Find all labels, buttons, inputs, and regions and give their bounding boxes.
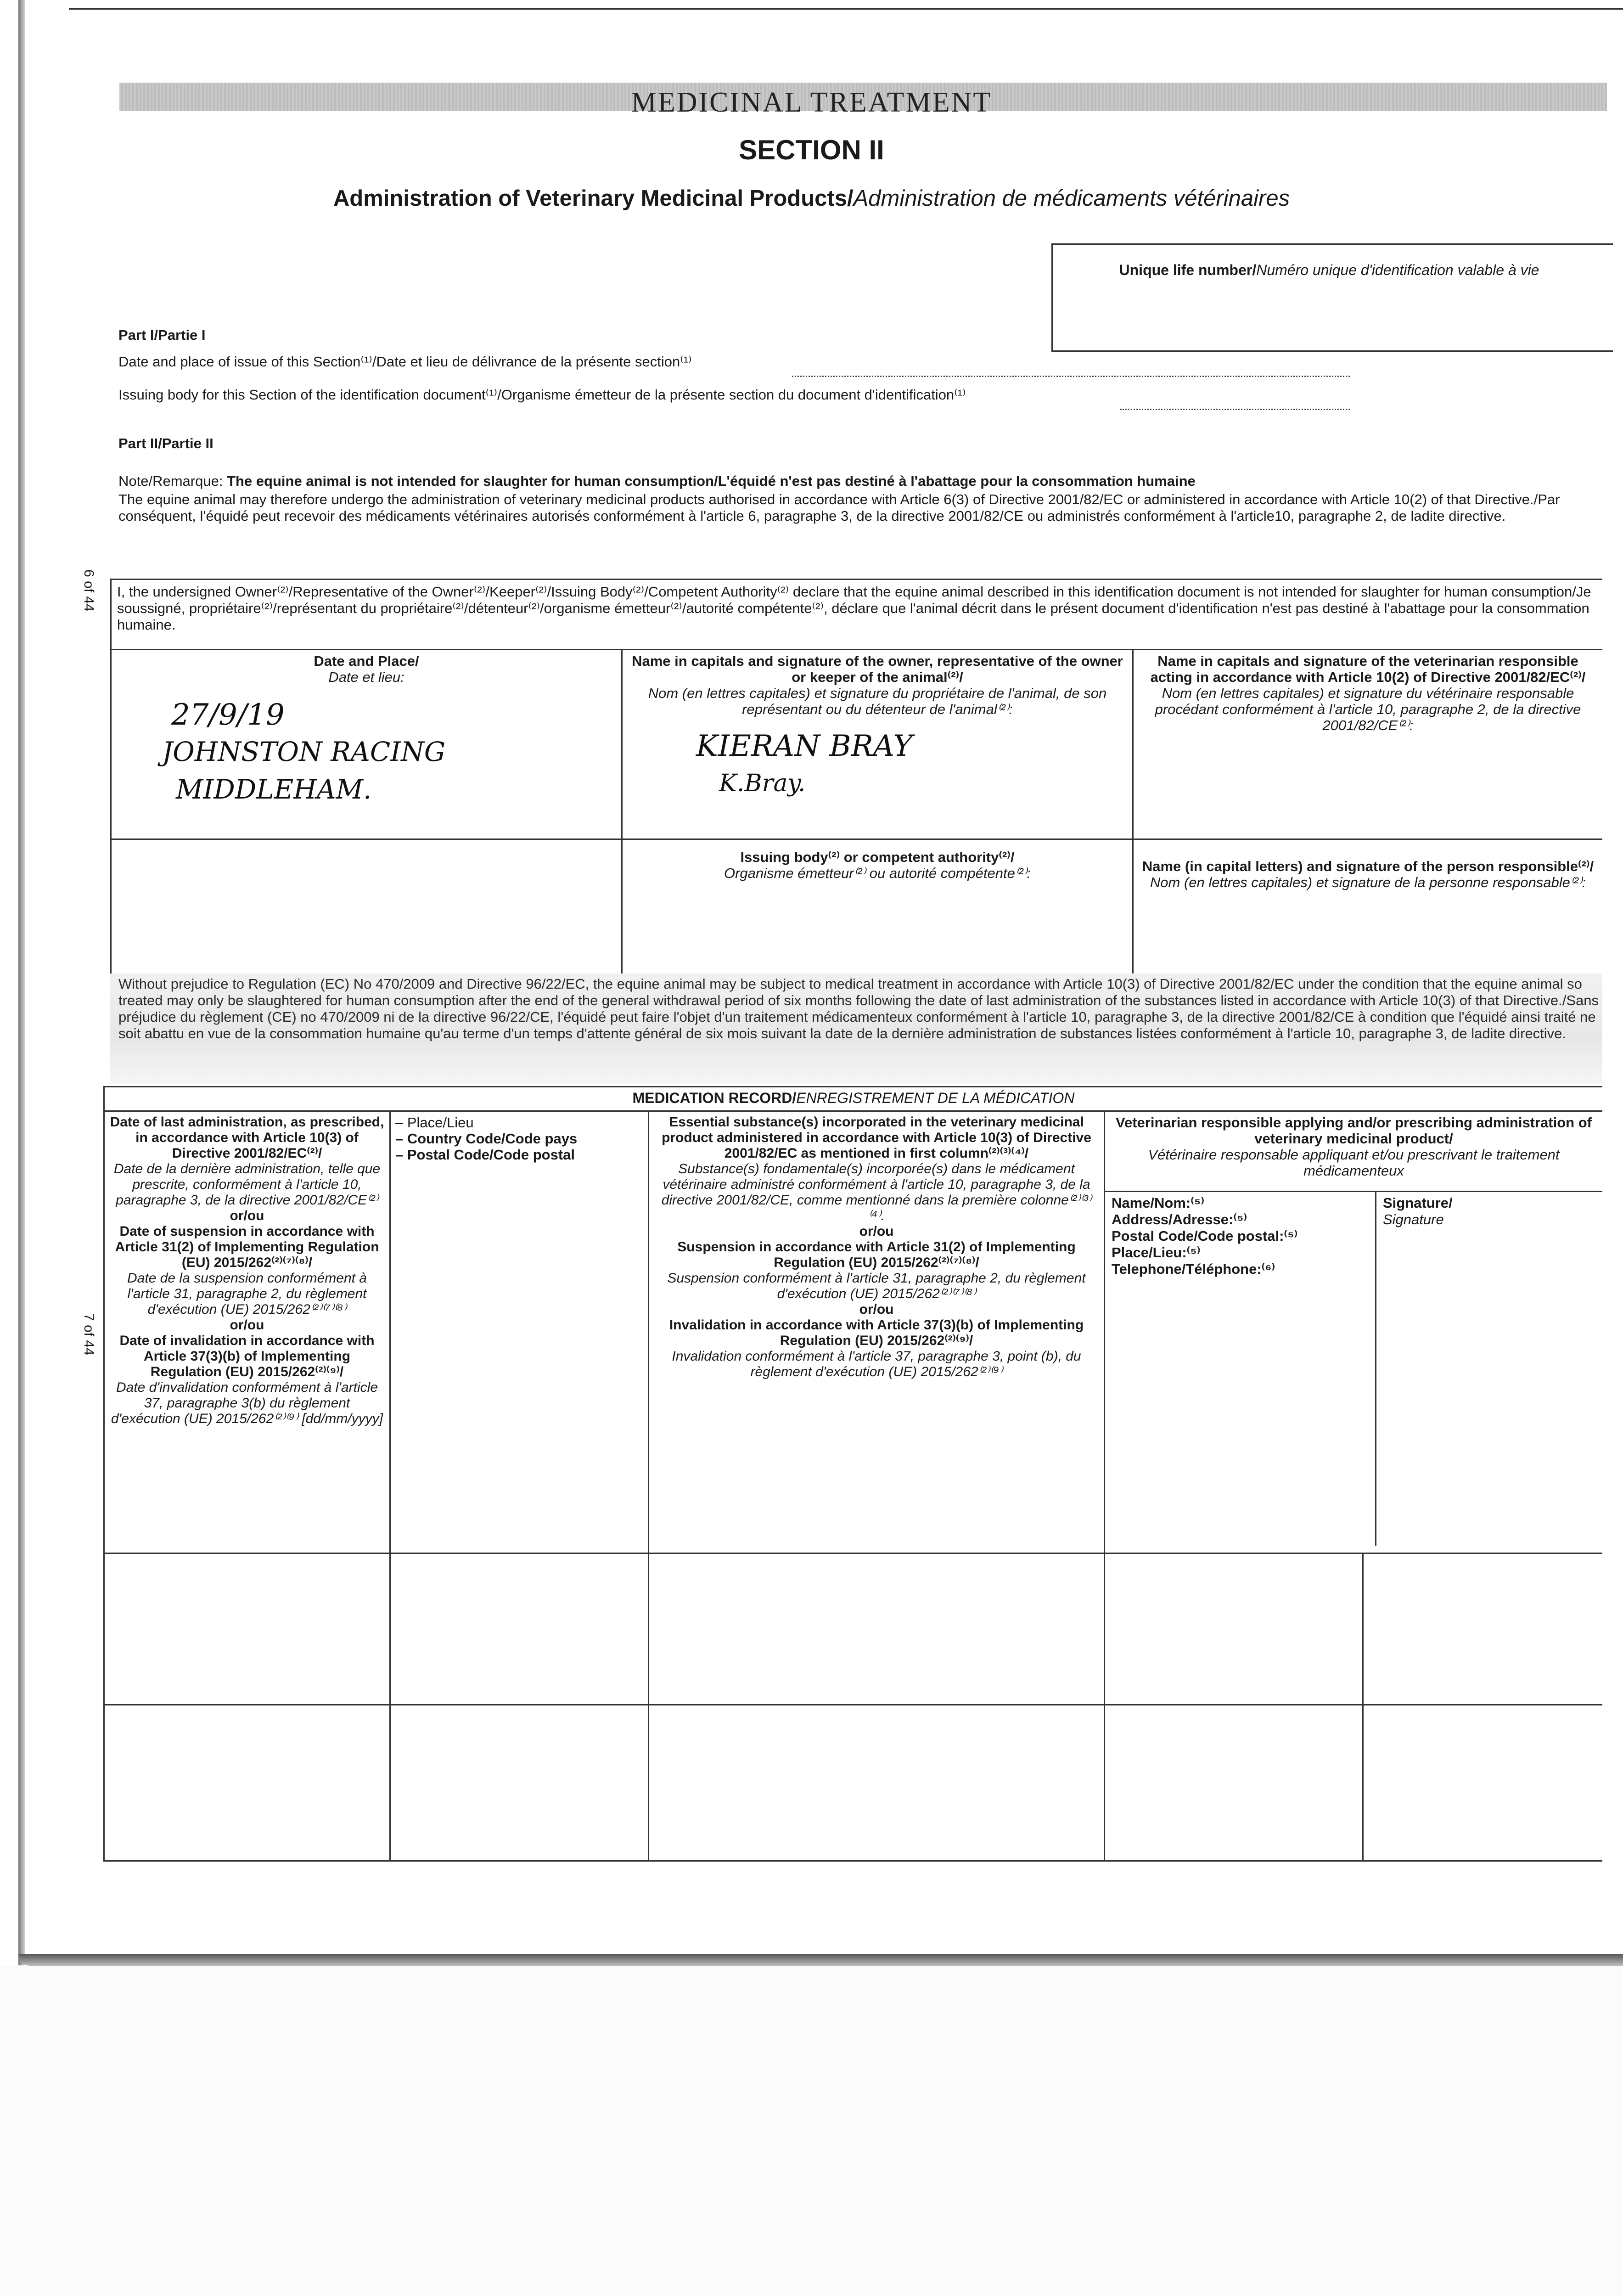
vet-name-head: Name in capitals and signature of the veterinarian responsible acting in accordance with Article 10(2) of Directive 2001/82/EC⁽²⁾/ <box>1150 653 1586 685</box>
med-col-date-text: Date of last administration, as prescribed, in accordance with Article 10(3) of Directive 2001/82/EC⁽²⁾/ <box>110 1114 384 1161</box>
med-col-date-text: Date de la suspension conformément à l'article 31, paragraphe 2, du règlement d'exécution (UE) 2015/262⁽²⁾⁽⁷⁾⁽⁸⁾ <box>127 1271 367 1317</box>
empty-cell[interactable] <box>111 839 622 979</box>
page-number-7: 7 of 44 <box>81 1313 96 1356</box>
part2-note: Note/Remarque: The equine animal is not intended for slaughter for human consumption/L'équidé n'est pas destiné à l'abattage pour la consommation humaine <box>118 473 1196 489</box>
unique-life-number-label: Unique life number/Numéro unique d'identification valable à vie <box>1119 262 1539 278</box>
band-title: MEDICINAL TREATMENT <box>631 87 992 118</box>
declaration-text-cell <box>111 580 1603 650</box>
vet-field-address: Address/Adresse:⁽⁵⁾ <box>1112 1211 1247 1227</box>
med-col-substance <box>649 1111 1105 1553</box>
scan-edge <box>69 8 1623 10</box>
med-col-substance-text: Substance(s) fondamentale(s) incorporée(s) dans le médicament vétérinaire administré conformément à l'article 10, paragraphe 3, de la directive 2001/82/CE, comme mentionné dans la première colonne⁽²⁾⁽³⁾⁽⁴⁾. <box>661 1161 1092 1223</box>
part2-paragraph: The equine animal may therefore undergo the administration of veterinary medicinal products authorised in accordance with Article 6(3) of Directive 2001/82/EC or administered in accordance with Article 10(2) of that Directive./Par conséquent, l'équidé peut recevoir des médicaments vétérinaires autorisés conformément à l'article 6, paragraphe 3, de la directive 2001/82/CE ou administrés conformément à l'article10, paragraphe 2, de ladite directive. <box>118 491 1560 524</box>
handwritten-date: 27/9/19 <box>171 698 285 732</box>
section-title: SECTION II <box>739 135 884 165</box>
vet-signature-sub: Signature <box>1383 1211 1444 1227</box>
part1-line2: Issuing body for this Section of the identification document⁽¹⁾/Organisme émetteur de la présente section du document d'identification⁽¹⁾ <box>118 387 966 403</box>
med-col-substance-text: Suspension conformément à l'article 31, paragraphe 2, du règlement d'exécution (UE) 2015/262⁽²⁾⁽⁷⁾⁽⁸⁾ <box>667 1271 1086 1301</box>
page-edge <box>18 0 25 1965</box>
med-col-substance-text: Invalidation in accordance with Article 37(3)(b) of Implementing Regulation (EU) 2015/262⁽²⁾⁽⁹⁾/ <box>669 1317 1084 1348</box>
med-col-date-text: Date d'invalidation conformément à l'article 37, paragraphe 3(b) du règlement d'exécution (UE) 2015/262⁽²⁾⁽⁹⁾ [dd/mm/yyyy] <box>111 1380 383 1426</box>
med-col-date-text: or/ou <box>230 1208 264 1223</box>
owner-name-cell[interactable] <box>622 650 1133 839</box>
vet-signature-head: Signature/ <box>1383 1195 1453 1211</box>
med-col-substance-text: or/ou <box>859 1224 894 1239</box>
part1-field-date-place[interactable] <box>792 362 1350 377</box>
issuing-body-head: Issuing body⁽²⁾ or competent authority⁽²⁾/ <box>740 849 1015 865</box>
part1-line1: Date and place of issue of this Section⁽¹⁾/Date et lieu de délivrance de la présente section⁽¹⁾ <box>118 354 692 370</box>
med-vet-head-fr: Vétérinaire responsable appliquant et/ou prescrivant le traitement médicamenteux <box>1148 1147 1560 1179</box>
vet-name-sub: Nom (en lettres capitales) et signature du vétérinaire responsable procédant conformément à l'article 10, paragraphe 2, de la directive 2001/82/CE⁽²⁾: <box>1155 685 1581 733</box>
vet-name-cell[interactable] <box>1133 650 1603 839</box>
handwritten-owner-name: KIERAN BRAY <box>696 729 913 763</box>
med-col-date <box>104 1111 390 1553</box>
issuing-body-sub: Organisme émetteur⁽²⁾ ou autorité compétente⁽²⁾: <box>724 865 1031 881</box>
vet-field-postal: Postal Code/Code postal:⁽⁵⁾ <box>1112 1228 1298 1244</box>
handwritten-place-2: MIDDLEHAM. <box>176 774 372 805</box>
med-col-place <box>390 1111 649 1553</box>
med-entry-cell[interactable] <box>104 1553 390 1705</box>
owner-name-sub: Nom (en lettres capitales) et signature du propriétaire de l'animal, de son représentant ou du détenteur de l'animal⁽²⁾: <box>648 685 1107 717</box>
med-entry-cell[interactable] <box>649 1553 1105 1705</box>
med-entry-cell[interactable] <box>1363 1553 1603 1705</box>
date-place-cell[interactable] <box>111 650 622 839</box>
declaration-table <box>110 579 1602 979</box>
owner-name-head: Name in capitals and signature of the owner, representative of the owner or keeper of the animal⁽²⁾/ <box>632 653 1123 685</box>
medication-title-cell <box>104 1087 1603 1111</box>
med-col-date-text: Date of invalidation in accordance with Article 37(3)(b) of Implementing Regulation (EU) 2015/262⁽²⁾⁽⁹⁾/ <box>119 1333 375 1379</box>
issuing-body-cell[interactable] <box>622 839 1133 979</box>
med-col-place-item: – Place/Lieu <box>395 1114 474 1131</box>
med-col-substance-text: Suspension in accordance with Article 31(2) of Implementing Regulation (EU) 2015/262⁽²⁾⁽⁷⁾⁽⁸⁾/ <box>677 1239 1076 1270</box>
person-responsible-sub: Nom (en lettres capitales) et signature de la personne responsable⁽²⁾: <box>1150 874 1586 890</box>
med-entry-cell[interactable] <box>1363 1705 1603 1861</box>
date-place-head: Date and Place/ <box>314 653 419 669</box>
unique-life-number-box[interactable] <box>1051 243 1613 352</box>
vet-field-place: Place/Lieu:⁽⁵⁾ <box>1112 1244 1201 1261</box>
person-responsible-cell[interactable] <box>1133 839 1603 979</box>
med-entry-cell[interactable] <box>649 1705 1105 1861</box>
vet-field-name: Name/Nom:⁽⁵⁾ <box>1112 1195 1205 1211</box>
person-responsible-head: Name (in capital letters) and signature of the person responsible⁽²⁾/ <box>1142 858 1594 874</box>
med-vet-head: Veterinarian responsible applying and/or prescribing administration of veterinary medicinal product/ <box>1116 1114 1592 1147</box>
med-entry-cell[interactable] <box>390 1553 649 1705</box>
vet-field-telephone: Telephone/Téléphone:⁽⁶⁾ <box>1112 1261 1275 1277</box>
date-place-sub: Date et lieu: <box>328 669 404 685</box>
med-col-substance-text: Invalidation conformément à l'article 37, paragraphe 3, point (b), du règlement d'exécution (UE) 2015/262⁽²⁾⁽⁹⁾ <box>672 1349 1081 1379</box>
page-number-6: 6 of 44 <box>81 569 96 612</box>
part2-heading: Part II/Partie II <box>118 435 213 451</box>
med-col-date-text: Date of suspension in accordance with Article 31(2) of Implementing Regulation (EU) 2015/262⁽²⁾⁽⁷⁾⁽⁸⁾/ <box>115 1224 379 1270</box>
med-col-vet <box>1105 1111 1603 1553</box>
handwritten-place-1: JOHNSTON RACING <box>162 736 446 767</box>
med-col-substance-text: or/ou <box>859 1302 894 1317</box>
med-entry-cell[interactable] <box>1105 1705 1363 1861</box>
page-subtitle: Administration of Veterinary Medicinal Products/Administration de médicaments vétérinaires <box>333 186 1290 211</box>
medication-title: MEDICATION RECORD/ENREGISTREMENT DE LA MÉDICATION <box>632 1090 1075 1106</box>
part1-heading: Part I/Partie I <box>118 327 206 343</box>
med-entry-cell[interactable] <box>1105 1553 1363 1705</box>
part1-field-issuing-body[interactable] <box>1120 395 1350 410</box>
declaration-text: I, the undersigned Owner⁽²⁾/Representative of the Owner⁽²⁾/Keeper⁽²⁾/Issuing Body⁽²⁾/Competent Authority⁽²⁾ declare that the equine animal described in this identification document is not intended for slaughter for human consumption/Je soussigné, propriétaire⁽²⁾/représentant du propriétaire⁽²⁾/détenteur⁽²⁾/organisme émetteur⁽²⁾/autorité compétente⁽²⁾, déclare que l'animal décrit dans le présent document d'identification n'est pas destiné à l'abattage pour la consommation humaine. <box>117 584 1591 633</box>
med-col-date-text: Date de la dernière administration, telle que prescrite, conformément à l'article 10, paragraphe 3, de la directive 2001/82/CE⁽²⁾ <box>113 1161 381 1208</box>
scan-background <box>0 1966 1623 2296</box>
med-col-date-text: or/ou <box>230 1317 264 1333</box>
med-vet-fields[interactable] <box>1105 1192 1376 1546</box>
med-col-place-item: – Postal Code/Code postal <box>395 1147 575 1163</box>
med-col-substance-text: Essential substance(s) incorporated in the veterinary medicinal product administered in accordance with Article 10(3) of Directive 2001/82/EC as mentioned in first column⁽²⁾⁽³⁾⁽⁴⁾/ <box>662 1114 1091 1161</box>
prejudice-paragraph: Without prejudice to Regulation (EC) No 470/2009 and Directive 96/22/EC, the equine animal may be subject to medical treatment in accordance with Article 10(3) of Directive 2001/82/EC under the condition that the equine animal so treated may only be slaughtered for human consumption after the end of the general withdrawal period of six months following the date of last administration of the substances listed in accordance with Article 10(3) of that Directive./Sans préjudice du règlement (CE) no 470/2009 ni de la directive 96/22/CE, l'équidé peut faire l'objet d'un traitement médicamenteux conformément à l'article 10, paragraphe 3, de la directive 2001/82/CE à condition que l'équidé ainsi traité ne soit abattu en vue de la consommation humaine qu'au terme d'un temps d'attente général de six mois suivant la date de la dernière administration de substances listées conformément à l'article 10, paragraphe 3, de ladite directive. <box>118 976 1599 1041</box>
page-bottom-edge <box>18 1954 1623 1966</box>
med-col-place-item: – Country Code/Code pays <box>395 1131 578 1147</box>
medication-record-table <box>103 1086 1602 1862</box>
med-entry-cell[interactable] <box>390 1705 649 1861</box>
med-entry-cell[interactable] <box>104 1705 390 1861</box>
med-vet-signature[interactable] <box>1376 1192 1602 1546</box>
handwritten-signature: K.Bray. <box>719 770 806 797</box>
